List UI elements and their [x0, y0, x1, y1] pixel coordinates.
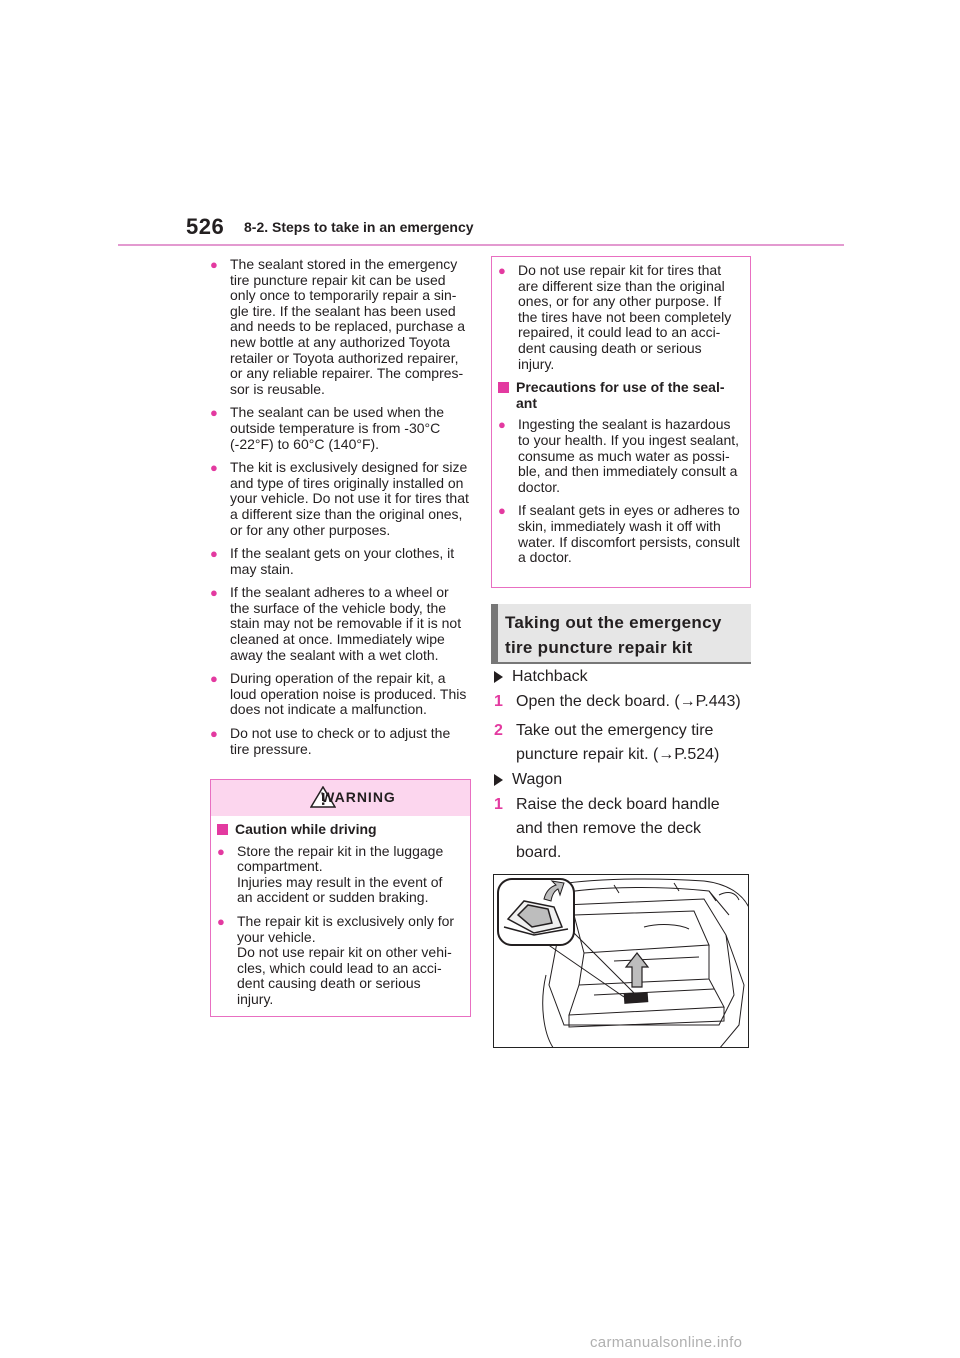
warning-header [211, 780, 470, 816]
hatchback-step-2: 2 Take out the emergency tire puncture repair kit. (→P.524) [494, 722, 720, 763]
list-item: ● Ingesting the sealant is hazardous to your health. If you ingest sealant, consume as much water as possi- ble, and then immediately consult a doctor. [498, 416, 740, 495]
hatchback-label: Hatchback [494, 665, 588, 689]
list-item: ● Do not use repair kit for tires that are different size than the original ones, or for any other purpose. If the tires have not been completely repaired, it could lead to an acci- dent causing death or serious injury. [498, 262, 732, 372]
wagon-label: Wagon [494, 768, 562, 792]
left-bullet-list [210, 257, 472, 765]
square-bullet-icon [217, 824, 228, 835]
warning-box [210, 779, 471, 1017]
page-number: 526 [186, 214, 225, 239]
arrow-bullet-icon [494, 671, 503, 683]
arrow-bullet-icon [494, 774, 503, 786]
caution-heading: Caution while driving [217, 822, 464, 838]
wagon-step-1: 1 Raise the deck board handle and then remove the deck board. [494, 796, 720, 861]
list-item: ● The sealant can be used when the outside temperature is from -30°C (-22°F) to 60°C (140°F). [210, 404, 445, 452]
bullet-dot-icon: ● [210, 671, 218, 687]
hatchback-step-1: 1 Open the deck board. (→P.443) [494, 693, 741, 710]
warning-box-continued [491, 256, 751, 588]
bullet-dot-icon: ● [498, 263, 506, 278]
section-title: 8-2. Steps to take in an emergency [244, 219, 474, 235]
list-item: ● If sealant gets in eyes or adheres to skin, immediately wash it off with water. If discomfort persists, consult a doctor. [498, 502, 740, 566]
heading-bar [491, 604, 498, 662]
list-item: ● Do not use to check or to adjust the tire pressure. [210, 725, 451, 757]
car-luggage-illustration [494, 875, 749, 1048]
deck-board-illustration [493, 874, 749, 1048]
list-item: ● If the sealant gets on your clothes, it may stain. [210, 545, 455, 577]
bullet-dot-icon: ● [210, 257, 218, 272]
bullet-dot-icon: ● [217, 913, 225, 929]
bullet-dot-icon: ● [498, 417, 506, 433]
list-item: ● The repair kit is exclusively only for your vehicle. Do not use repair kit on other vehi- cles, which could lead to an acci- dent causing death or serious injury. [217, 912, 455, 1007]
header-rule [118, 244, 844, 246]
bullet-dot-icon: ● [210, 460, 218, 476]
bullet-dot-icon: ● [210, 405, 218, 421]
list-item: ● The sealant stored in the emergency tire puncture repair kit can be used only once to temporarily repair a sin- gle tire. If the sealant has been used and needs to be replaced, purchase a new bottle at any authorized Toyota retailer or Toyota authorized repairer, or any reliable repairer. The compres- sor is reusable. [210, 256, 466, 397]
square-bullet-icon [498, 382, 509, 393]
bullet-dot-icon: ● [210, 585, 218, 601]
list-item: ● If the sealant adheres to a wheel or the surface of the vehicle body, the stain may not be removable if it is not cleaned at once. Immediately wipe away the sealant with a wet cloth. [210, 584, 462, 663]
warning-title: WARNING [321, 789, 396, 805]
watermark: carmanualsonline.info [590, 1334, 743, 1351]
list-item: ● The kit is exclusively designed for size and type of tires originally installed on your vehicle. Do not use it for tires that a different size than the original ones, or for any other purposes. [210, 459, 469, 538]
bullet-dot-icon: ● [210, 546, 218, 562]
list-item: ● During operation of the repair kit, a loud operation noise is produced. This does not indicate a malfunction. [210, 670, 467, 718]
bullet-dot-icon: ● [210, 726, 218, 742]
bullet-dot-icon: ● [498, 503, 506, 519]
section-heading: Taking out the emergency tire puncture repair kit [491, 604, 751, 664]
bullet-dot-icon: ● [217, 843, 225, 859]
precautions-heading: Precautions for use of the seal- ant [498, 380, 744, 411]
list-item: ● Store the repair kit in the luggage compartment. Injuries may result in the event of an accident or sudden braking. [217, 842, 444, 906]
